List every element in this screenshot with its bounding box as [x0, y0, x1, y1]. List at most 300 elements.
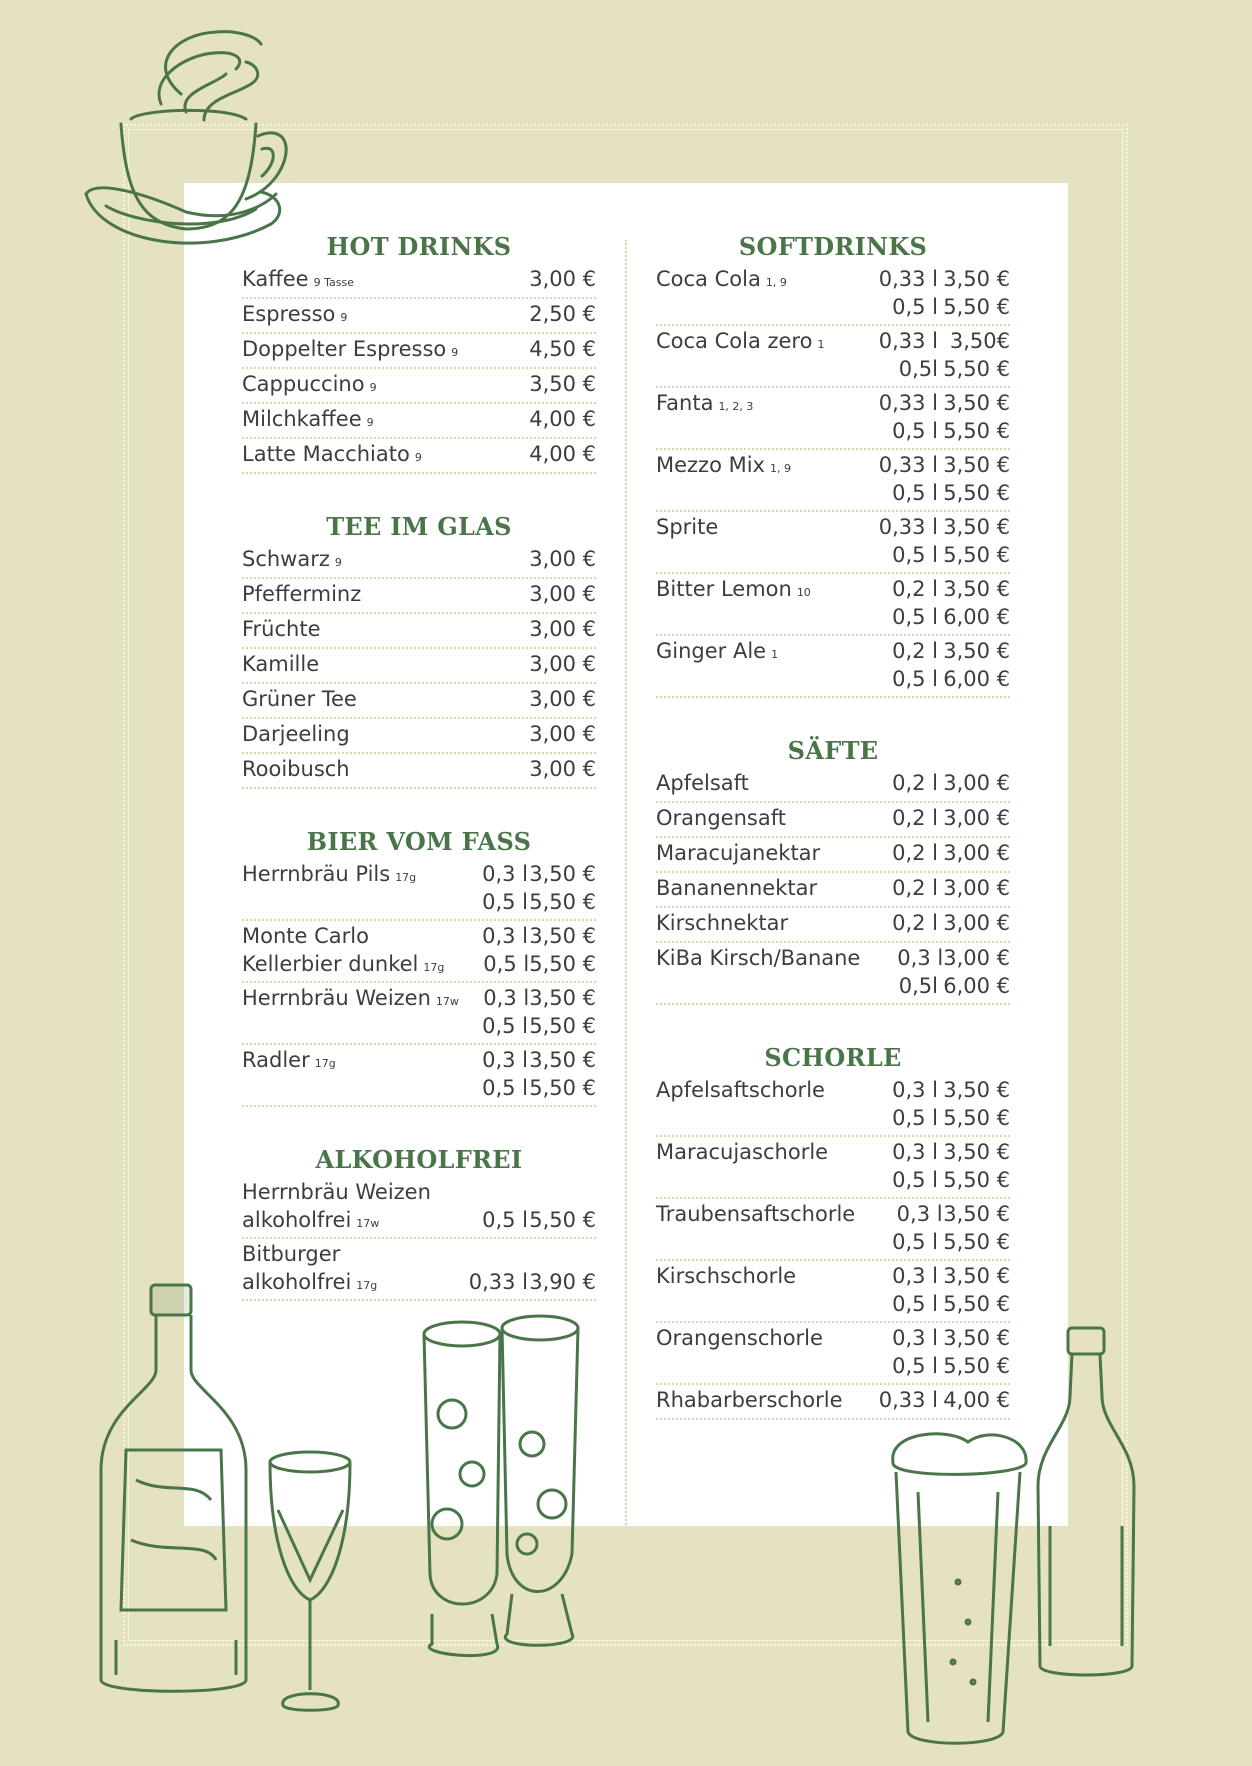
- item-name-cell: [656, 1166, 850, 1198]
- item-price: 3,50 €: [943, 1140, 1010, 1164]
- menu-item: [656, 1137, 1010, 1199]
- item-price: 5,50 €: [529, 1014, 596, 1038]
- menu-column-right: [656, 230, 1010, 1456]
- item-size: 0,33 l: [878, 391, 938, 415]
- menu-item-line: [656, 769, 1010, 798]
- menu-item-line: [656, 665, 1010, 693]
- menu-item: [656, 768, 1010, 803]
- menu-item-line: [656, 327, 1010, 355]
- section-title: ALKOHOLFREI: [315, 1145, 523, 1174]
- item-size: 0,3 l: [892, 1264, 938, 1288]
- menu-item-line: [242, 860, 596, 888]
- item-note: 17g: [314, 1057, 336, 1070]
- menu-item-line: [242, 950, 596, 978]
- menu-item-line: [242, 615, 596, 644]
- item-price: 3,50 €: [529, 924, 596, 948]
- menu-item-line: [656, 1104, 1010, 1132]
- menu-column-left: [242, 230, 596, 1337]
- item-note: 9: [334, 556, 342, 569]
- section-title: TEE IM GLAS: [326, 512, 512, 541]
- menu-item: [242, 404, 596, 439]
- item-name: Traubensaftschorle: [656, 1202, 856, 1226]
- item-name: Apfelsaft: [656, 771, 749, 795]
- item-size: 0,5 l: [482, 1076, 528, 1100]
- item-price: 5,50 €: [943, 1106, 1010, 1130]
- section-title: HOT DRINKS: [326, 232, 512, 261]
- menu-item: [656, 264, 1010, 326]
- item-note: 9: [366, 416, 374, 429]
- item-name-cell: [656, 541, 850, 573]
- section-title: BIER VOM FASS: [306, 827, 532, 856]
- item-price: 6,00 €: [943, 605, 1010, 629]
- menu-item: [242, 579, 596, 614]
- item-name: Bitburger: [242, 1242, 341, 1266]
- menu-item: [242, 859, 596, 921]
- menu-item: [242, 1045, 596, 1107]
- item-price: 6,00 €: [943, 974, 1010, 998]
- menu-item-line: [242, 335, 596, 364]
- item-size: 0,2 l: [892, 911, 938, 935]
- coffee-cup-icon: [86, 24, 314, 256]
- menu-item-line: [242, 545, 596, 574]
- menu-item-line: [656, 1076, 1010, 1104]
- item-note: 1, 9: [765, 276, 787, 289]
- item-size: 0,33 l: [878, 453, 938, 477]
- item-price: 3,00 €: [529, 757, 596, 781]
- menu-item-line: [242, 300, 596, 329]
- item-name-cell: [242, 685, 423, 717]
- menu-item: [656, 1261, 1010, 1323]
- item-name: Früchte: [242, 617, 321, 641]
- item-size: 0,5 l: [892, 419, 938, 443]
- item-price: 5,50 €: [943, 481, 1010, 505]
- item-note: 9: [414, 451, 422, 464]
- menu-item: [242, 649, 596, 684]
- item-name-cell: [242, 1268, 423, 1300]
- menu-item: [242, 334, 596, 369]
- item-name: Kamille: [242, 652, 320, 676]
- menu-item-line: [242, 755, 596, 784]
- menu-item-line: [656, 451, 1010, 479]
- item-name-cell: [656, 603, 850, 635]
- menu-item: [242, 614, 596, 649]
- item-price: 5,50 €: [943, 419, 1010, 443]
- item-price: 6,00 €: [943, 667, 1010, 691]
- item-size: 0,5l: [898, 357, 938, 381]
- item-size: 0,3 l: [482, 924, 528, 948]
- menu-item: [656, 326, 1010, 388]
- item-name: Kaffee: [242, 267, 309, 291]
- menu-item-line: [242, 405, 596, 434]
- menu-item: [242, 1177, 596, 1239]
- item-size: 0,3 l: [892, 1326, 938, 1350]
- item-price: 3,50 €: [943, 391, 1010, 415]
- item-size: 0,33 l: [878, 515, 938, 539]
- item-price: 3,50€: [949, 329, 1010, 353]
- item-name-cell: [656, 972, 850, 1004]
- item-name-cell: [242, 1074, 423, 1106]
- menu-item-line: [242, 922, 596, 950]
- menu-item-line: [656, 1166, 1010, 1194]
- item-name: Apfelsaftschorle: [656, 1078, 825, 1102]
- item-name-cell: [656, 769, 850, 801]
- item-price: 3,50 €: [943, 1078, 1010, 1102]
- item-name: alkoholfrei: [242, 1270, 352, 1294]
- item-size: 0,2 l: [892, 639, 938, 663]
- item-size: 0,2 l: [892, 577, 938, 601]
- item-name-cell: [242, 265, 423, 297]
- item-note: 1, 9: [770, 462, 791, 475]
- item-name: Sprite: [656, 515, 719, 539]
- menu-item-line: [242, 984, 596, 1012]
- item-price: 3,00 €: [529, 722, 596, 746]
- menu-item-line: [242, 580, 596, 609]
- menu-item: [656, 574, 1010, 636]
- item-price: 4,00 €: [529, 442, 596, 466]
- menu-item: [242, 544, 596, 579]
- item-note: 17g: [356, 1279, 378, 1292]
- menu-section: [242, 230, 596, 474]
- item-name: Herrnbräu Pils: [242, 862, 391, 886]
- item-size: 0,5 l: [892, 1106, 938, 1130]
- item-name: Monte Carlo: [242, 924, 369, 948]
- item-price: 3,50 €: [943, 453, 1010, 477]
- menu-item-line: [656, 293, 1010, 321]
- item-note: 17g: [423, 961, 445, 974]
- item-size: 0,2 l: [892, 841, 938, 865]
- column-divider: [625, 240, 627, 1525]
- item-size: 0,2 l: [892, 876, 938, 900]
- item-size: 0,3 l: [892, 1140, 938, 1164]
- menu-item-line: [242, 888, 596, 916]
- item-price: 3,50 €: [529, 862, 596, 886]
- menu-item: [656, 803, 1010, 838]
- cocktail-glasses-icon: [412, 1314, 594, 1696]
- item-note: 17g: [395, 871, 417, 884]
- item-size: 0,5 l: [892, 1230, 938, 1254]
- item-name: Fanta: [656, 391, 714, 415]
- menu-item-line: [656, 1290, 1010, 1318]
- item-name-cell: [656, 293, 850, 325]
- item-name: Coca Cola zero: [656, 329, 813, 353]
- item-name: Orangensaft: [656, 806, 786, 830]
- item-size: 0,5 l: [892, 543, 938, 567]
- item-price: 3,00 €: [529, 582, 596, 606]
- menu-item-line: [656, 541, 1010, 569]
- menu-item-line: [656, 637, 1010, 665]
- item-name-cell: [242, 545, 423, 577]
- menu-item: [656, 1385, 1010, 1420]
- item-size: 0,5 l: [892, 1292, 938, 1316]
- item-price: 3,00 €: [529, 652, 596, 676]
- item-price: 3,00 €: [943, 911, 1010, 935]
- item-price: 5,50 €: [943, 295, 1010, 319]
- item-price: 3,50 €: [943, 1264, 1010, 1288]
- menu-item-line: [242, 370, 596, 399]
- item-size: 0,3 l: [892, 1078, 938, 1102]
- menu-item-line: [656, 1138, 1010, 1166]
- item-name: Orangenschorle: [656, 1326, 823, 1350]
- menu-item-line: [656, 944, 1010, 972]
- item-size: 0,5 l: [483, 952, 530, 976]
- item-name: Darjeeling: [242, 722, 350, 746]
- item-name: Cappuccino: [242, 372, 365, 396]
- item-note: 9: [369, 381, 377, 394]
- item-name: Herrnbräu Weizen: [242, 986, 431, 1010]
- menu-section: [656, 1041, 1010, 1420]
- item-size: 0,5l: [898, 974, 938, 998]
- menu-item: [656, 1075, 1010, 1137]
- section-title: SCHORLE: [764, 1043, 902, 1072]
- item-name-cell: [242, 755, 423, 787]
- item-name: Herrnbräu Weizen: [242, 1180, 431, 1204]
- item-note: 9 Tasse: [313, 276, 354, 289]
- menu-section: [242, 825, 596, 1107]
- menu-item: [656, 943, 1010, 1005]
- item-name-cell: [656, 665, 850, 697]
- menu-item: [656, 450, 1010, 512]
- item-size: 0,3 l: [482, 862, 528, 886]
- item-size: 0,33 l: [468, 1270, 528, 1294]
- item-name-cell: [656, 1290, 850, 1322]
- menu-item-line: [242, 650, 596, 679]
- menu-item: [242, 719, 596, 754]
- menu-item-line: [242, 1074, 596, 1102]
- item-name-cell: [656, 479, 850, 511]
- menu-section: [242, 1143, 596, 1301]
- item-name: Milchkaffee: [242, 407, 362, 431]
- item-name-cell: [242, 950, 444, 982]
- item-name-cell: [656, 1104, 850, 1136]
- item-price: 3,00 €: [943, 806, 1010, 830]
- item-name-cell: [242, 615, 423, 647]
- menu-item-line: [656, 804, 1010, 833]
- menu-item-line: [242, 1268, 596, 1296]
- item-size: 0,5 l: [892, 481, 938, 505]
- item-price: 3,00 €: [943, 946, 1010, 970]
- item-name-cell: [242, 405, 423, 437]
- item-name-cell: [242, 1012, 423, 1044]
- menu-item: [242, 264, 596, 299]
- item-size: 0,5 l: [892, 667, 938, 691]
- item-size: 0,3 l: [897, 946, 944, 970]
- item-note: 9: [340, 311, 348, 324]
- item-name: Pfefferminz: [242, 582, 362, 606]
- section-title: SÄFTE: [787, 736, 879, 765]
- item-name: Doppelter Espresso: [242, 337, 447, 361]
- menu-item-line: [656, 1386, 1010, 1415]
- item-price: 4,00 €: [529, 407, 596, 431]
- menu-item-line: [242, 265, 596, 294]
- menu-item: [242, 1239, 596, 1301]
- menu-item-line: [656, 389, 1010, 417]
- item-name: Latte Macchiato: [242, 442, 410, 466]
- item-name-cell: [656, 839, 850, 871]
- menu-section: [656, 230, 1010, 698]
- menu-item-line: [656, 972, 1010, 1000]
- item-name: Ginger Ale: [656, 639, 767, 663]
- item-price: 3,00 €: [529, 617, 596, 641]
- item-name-cell: [242, 720, 423, 752]
- item-price: 3,00 €: [529, 267, 596, 291]
- item-note: 1, 2, 3: [718, 400, 754, 413]
- item-price: 4,00 €: [943, 1388, 1010, 1412]
- item-name-cell: [656, 874, 850, 906]
- menu-item-line: [656, 1262, 1010, 1290]
- item-name: KiBa Kirsch/Banane: [656, 946, 861, 970]
- item-size: 0,3 l: [483, 986, 530, 1010]
- item-name-cell: [242, 888, 423, 920]
- item-name: Bitter Lemon: [656, 577, 792, 601]
- menu-item-line: [656, 479, 1010, 507]
- menu-item-line: [242, 440, 596, 469]
- menu-item-line: [656, 417, 1010, 445]
- menu-item-line: [242, 1046, 596, 1074]
- item-price: 3,90 €: [529, 1270, 596, 1294]
- item-name: Bananennektar: [656, 876, 818, 900]
- menu-item-line: [242, 685, 596, 714]
- item-name: Maracujanektar: [656, 841, 821, 865]
- menu-item-line: [656, 909, 1010, 938]
- item-price: 3,00 €: [943, 771, 1010, 795]
- menu-item-line: [656, 603, 1010, 631]
- item-size: 0,5 l: [892, 1354, 938, 1378]
- item-price: 5,50 €: [943, 543, 1010, 567]
- item-size: 0,3 l: [482, 1048, 528, 1072]
- item-price: 3,50 €: [529, 372, 596, 396]
- menu-item: [242, 369, 596, 404]
- item-size: 0,5 l: [482, 1208, 528, 1232]
- menu-item-line: [656, 513, 1010, 541]
- item-price: 3,50 €: [943, 515, 1010, 539]
- menu-item: [656, 1323, 1010, 1385]
- item-price: 3,00 €: [943, 876, 1010, 900]
- item-name-cell: [242, 335, 458, 367]
- item-price: 5,50 €: [943, 357, 1010, 381]
- menu-item-line: [242, 1012, 596, 1040]
- item-name-cell: [242, 650, 423, 682]
- menu-item-line: [656, 355, 1010, 383]
- item-name: Kellerbier dunkel: [242, 952, 419, 976]
- item-price: 3,00 €: [529, 547, 596, 571]
- item-size: 0,2 l: [892, 806, 938, 830]
- menu-item-line: [242, 720, 596, 749]
- item-note: 17w: [435, 995, 459, 1008]
- item-name-cell: [656, 1228, 850, 1260]
- item-price: 3,50 €: [943, 577, 1010, 601]
- item-price: 5,50 €: [943, 1354, 1010, 1378]
- item-price: 3,50 €: [943, 639, 1010, 663]
- item-name-cell: [242, 370, 423, 402]
- menu-item: [242, 921, 596, 983]
- item-price: 5,50 €: [529, 952, 596, 976]
- item-name: Rhabarberschorle: [656, 1388, 843, 1412]
- item-name: Rooibusch: [242, 757, 350, 781]
- menu-item-line: [656, 1324, 1010, 1352]
- item-name: Kirschschorle: [656, 1264, 797, 1288]
- menu-item: [242, 983, 596, 1045]
- menu-item-line: [242, 1206, 596, 1234]
- item-name-cell: [656, 804, 850, 836]
- item-price: 5,50 €: [529, 1208, 596, 1232]
- menu-item-line: [656, 265, 1010, 293]
- item-note: 10: [796, 586, 811, 599]
- item-note: 17w: [356, 1217, 380, 1230]
- menu-item: [656, 1199, 1010, 1261]
- item-size: 0,5 l: [892, 1168, 938, 1192]
- menu-item: [656, 908, 1010, 943]
- item-name-cell: [656, 909, 850, 941]
- item-price: 3,50 €: [529, 986, 596, 1010]
- item-name-cell: [242, 1206, 423, 1238]
- item-price: 3,50 €: [943, 267, 1010, 291]
- menu-item: [242, 439, 596, 474]
- item-price: 3,00 €: [943, 841, 1010, 865]
- item-price: 5,50 €: [943, 1168, 1010, 1192]
- item-size: 0,5 l: [482, 890, 528, 914]
- menu-item-line: [656, 839, 1010, 868]
- item-price: 5,50 €: [943, 1292, 1010, 1316]
- item-price: 4,50 €: [529, 337, 596, 361]
- item-size: 0,2 l: [892, 771, 938, 795]
- liquor-bottle-icon: [96, 1280, 256, 1705]
- item-size: 0,5 l: [482, 1014, 528, 1038]
- menu-item: [656, 388, 1010, 450]
- menu-item: [242, 684, 596, 719]
- menu-item: [242, 754, 596, 789]
- item-price: 5,50 €: [529, 1076, 596, 1100]
- item-price: 3,00 €: [529, 687, 596, 711]
- menu-item-line: [656, 1228, 1010, 1256]
- item-name: Espresso: [242, 302, 336, 326]
- item-price: 2,50 €: [529, 302, 596, 326]
- item-size: 0,5 l: [892, 295, 938, 319]
- item-size: 0,33 l: [878, 1388, 938, 1412]
- menu-item: [656, 838, 1010, 873]
- item-name: alkoholfrei: [242, 1208, 352, 1232]
- item-size: 0,33 l: [878, 329, 938, 353]
- beer-bottle-icon: [1030, 1326, 1142, 1682]
- item-size: 0,33 l: [878, 267, 938, 291]
- menu-item-line: [242, 1240, 596, 1268]
- item-name: Coca Cola: [656, 267, 761, 291]
- item-name: Maracujaschorle: [656, 1140, 829, 1164]
- item-name-cell: [242, 300, 423, 332]
- item-price: 5,50 €: [529, 890, 596, 914]
- menu-section: [242, 510, 596, 789]
- wine-glass-icon: [258, 1450, 366, 1736]
- item-name-cell: [656, 1386, 850, 1418]
- item-name: Kirschnektar: [656, 911, 789, 935]
- item-size: 0,5 l: [892, 605, 938, 629]
- item-price: 3,50 €: [529, 1048, 596, 1072]
- item-name-cell: [242, 440, 423, 472]
- item-note: 1: [771, 648, 779, 661]
- item-note: 1: [817, 338, 825, 351]
- beer-glass-icon: [888, 1432, 1030, 1748]
- menu-item: [656, 512, 1010, 574]
- menu-item-line: [656, 575, 1010, 603]
- item-name-cell: [656, 1352, 850, 1384]
- section-title: SOFTDRINKS: [738, 232, 928, 261]
- item-price: 3,50 €: [943, 1202, 1010, 1226]
- item-name-cell: [656, 417, 850, 449]
- menu-section: [656, 734, 1010, 1005]
- menu-item-line: [656, 874, 1010, 903]
- menu-item-line: [656, 1352, 1010, 1380]
- menu-item-line: [656, 1200, 1010, 1228]
- item-name: Radler: [242, 1048, 310, 1072]
